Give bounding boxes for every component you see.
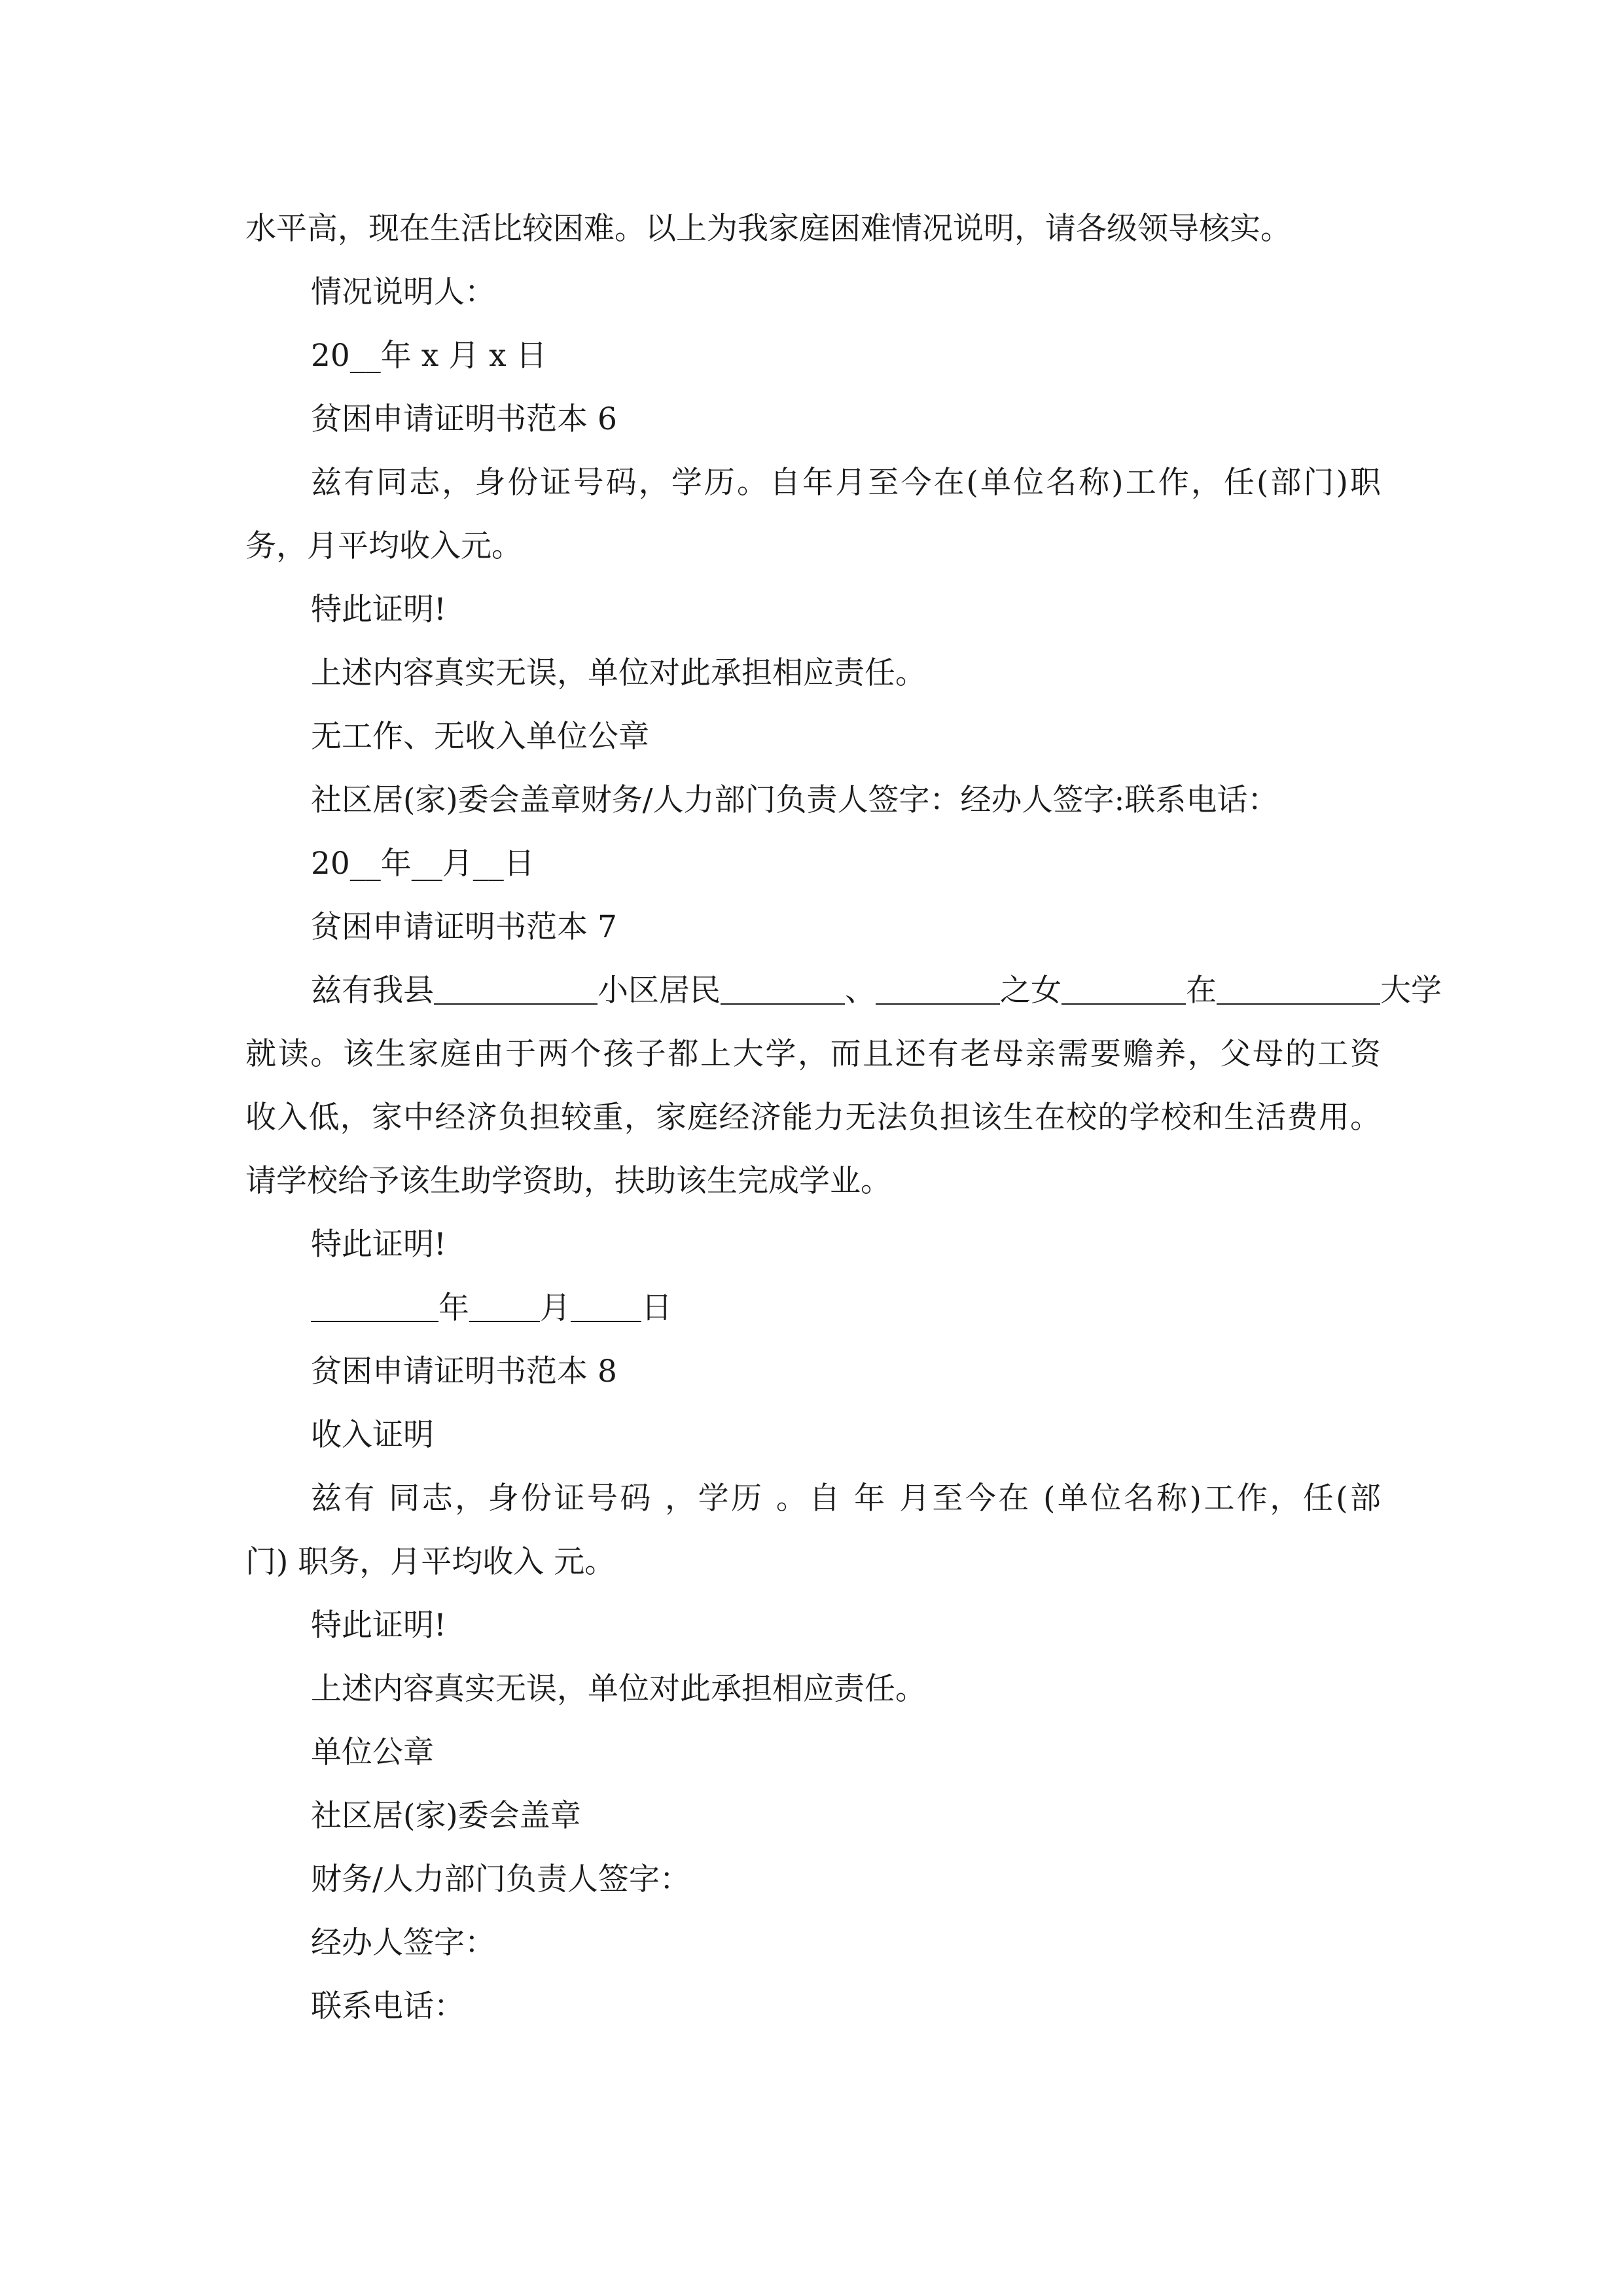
blank-day bbox=[571, 1291, 641, 1322]
section-7-body-line-2: 就读。该生家庭由于两个孩子都上大学，而且还有老母亲需要赡养，父母的工资 bbox=[245, 1036, 1381, 1072]
section-8-community-seal: 社区居(家)委会盖章 bbox=[311, 1798, 581, 1834]
section-8-title: 贫困申请证明书范本 8 bbox=[311, 1354, 617, 1390]
section-7-body-line-1 bbox=[311, 971, 1442, 1011]
blank-month bbox=[469, 1291, 540, 1322]
paragraph-continuation: 水平高，现在生活比较困难。以上为我家庭困难情况说明，请各级领导核实。 bbox=[245, 211, 1291, 247]
section-7-certify: 特此证明! bbox=[311, 1227, 446, 1263]
text-segment: 、 bbox=[845, 973, 876, 1009]
section-8-seal: 单位公章 bbox=[311, 1734, 434, 1770]
signer-label: 情况说明人： bbox=[311, 274, 495, 310]
section-8-body-line-1: 兹有 同志，身份证号码 ，学历 。自 年 月至今在 (单位名称)工作，任(部 bbox=[311, 1480, 1381, 1516]
date-day-label: 日 bbox=[641, 1290, 672, 1326]
date-month-label: 月 bbox=[540, 1290, 571, 1326]
section-8-body-line-2: 门) 职务，月平均收入 元。 bbox=[245, 1544, 616, 1580]
section-8-phone: 联系电话： bbox=[311, 1988, 465, 2024]
section-8-subtitle: 收入证明 bbox=[311, 1417, 434, 1453]
date-line: 20__年 x 月 x 日 bbox=[311, 338, 547, 374]
section-6-body-line-1: 兹有同志，身份证号码，学历。自年月至今在(单位名称)工作，任(部门)职 bbox=[311, 465, 1381, 501]
section-7-body-line-4: 请学校给予该生助学资助，扶助该生完成学业。 bbox=[245, 1163, 891, 1199]
section-6-date: 20__年__月__日 bbox=[311, 846, 535, 882]
text-segment: 小区居民 bbox=[597, 973, 721, 1009]
section-8-certify: 特此证明! bbox=[311, 1607, 446, 1643]
blank-university bbox=[1217, 973, 1380, 1005]
section-7-title: 贫困申请证明书范本 7 bbox=[311, 909, 617, 945]
blank-daughter bbox=[1061, 973, 1186, 1005]
section-6-body-line-2: 务，月平均收入元。 bbox=[245, 528, 522, 564]
text-segment: 兹有我县 bbox=[311, 973, 434, 1009]
section-6-statement: 上述内容真实无误，单位对此承担相应责任。 bbox=[311, 655, 926, 691]
section-6-title: 贫困申请证明书范本 6 bbox=[311, 401, 617, 437]
section-8-handler-sign: 经办人签字： bbox=[311, 1925, 495, 1961]
section-8-finance-sign: 财务/人力部门负责人签字： bbox=[311, 1861, 690, 1897]
text-segment: 在 bbox=[1186, 973, 1217, 1009]
blank-resident-2 bbox=[876, 973, 1000, 1005]
text-segment: 大学 bbox=[1380, 973, 1442, 1009]
section-7-body-line-3: 收入低，家中经济负担较重，家庭经济能力无法负担该生在校的学校和生活费用。 bbox=[245, 1100, 1381, 1136]
section-7-date bbox=[311, 1289, 1381, 1328]
section-6-certify: 特此证明! bbox=[311, 592, 446, 628]
section-6-seal: 无工作、无收入单位公章 bbox=[311, 719, 649, 755]
section-8-statement: 上述内容真实无误，单位对此承担相应责任。 bbox=[311, 1671, 926, 1707]
text-segment: 之女 bbox=[1000, 973, 1061, 1009]
blank-resident-1 bbox=[721, 973, 845, 1005]
date-year-label: 年 bbox=[438, 1290, 469, 1326]
blank-year bbox=[311, 1291, 438, 1322]
section-6-signatures: 社区居(家)委会盖章财务/人力部门负责人签字：经办人签字:联系电话： bbox=[311, 782, 1279, 818]
blank-county bbox=[434, 973, 597, 1005]
